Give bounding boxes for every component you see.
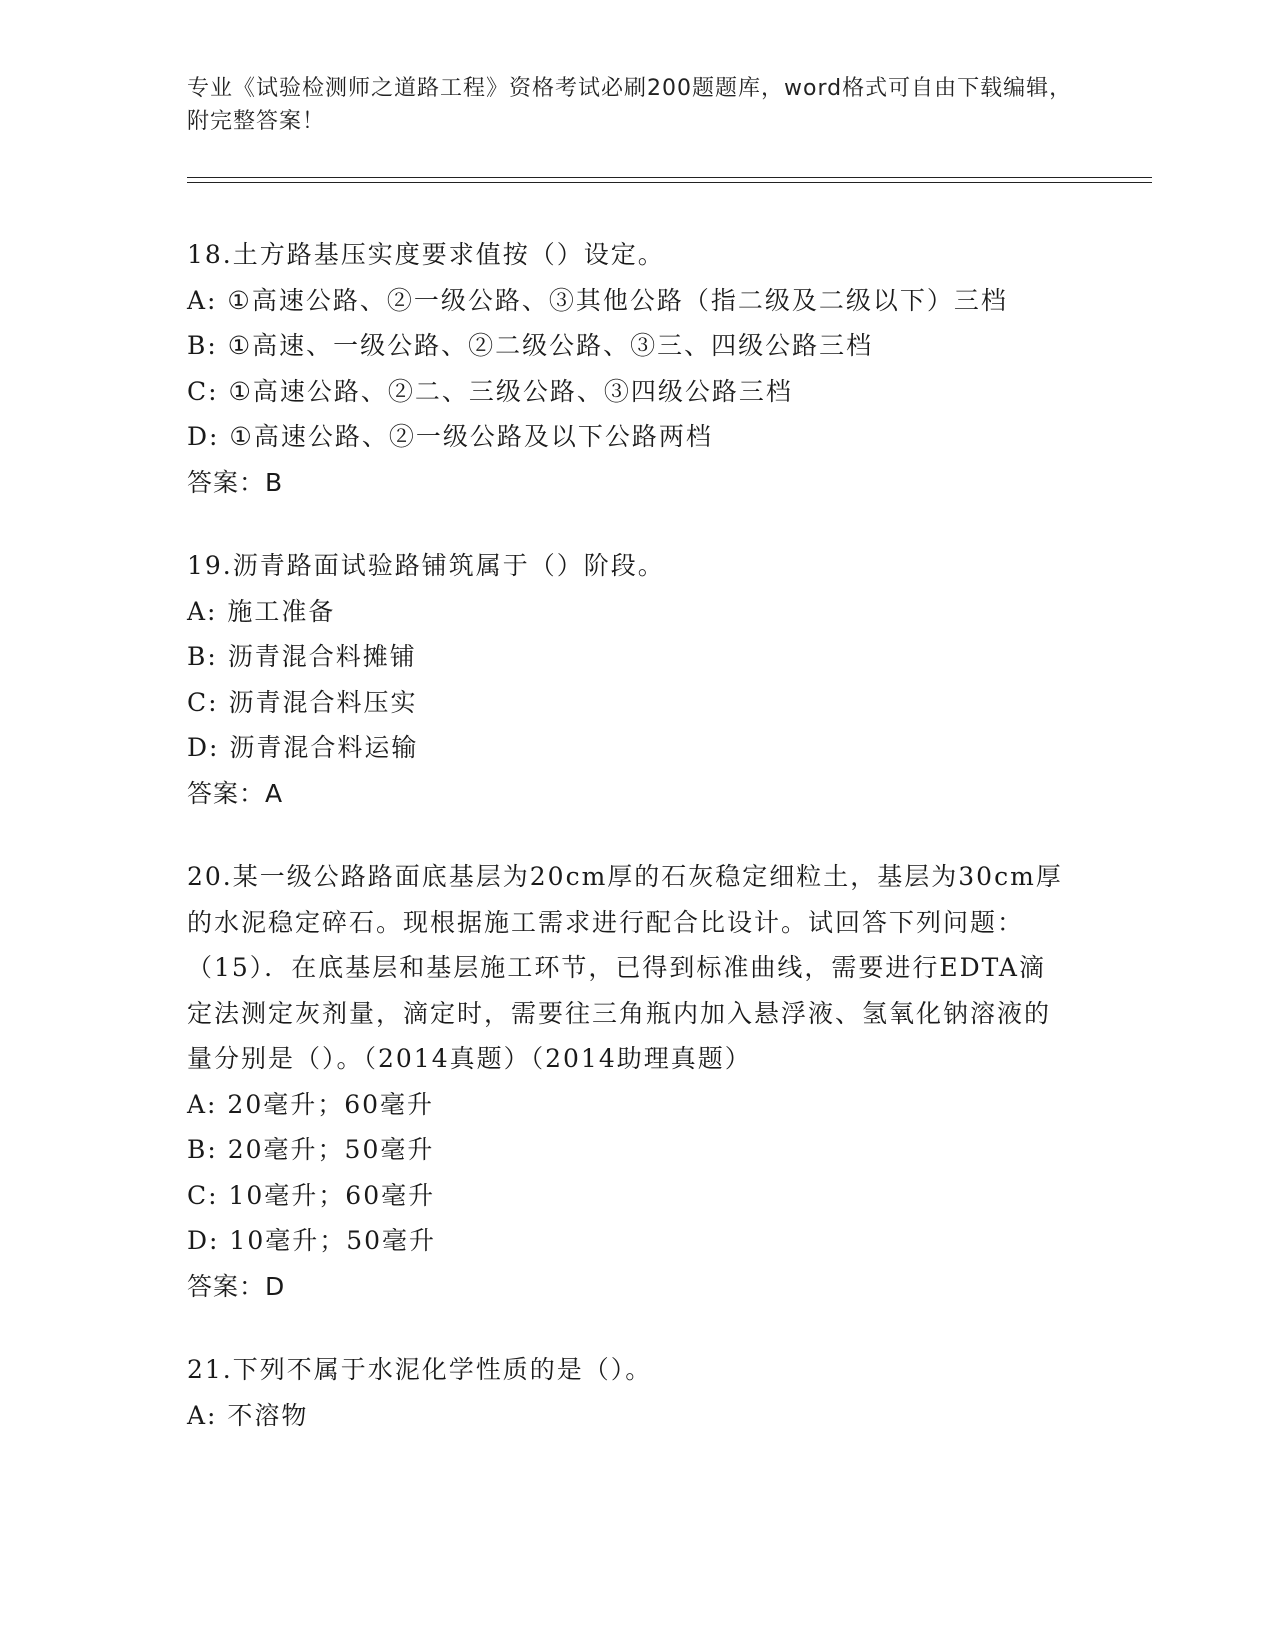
question-18 [187, 232, 1067, 505]
option-c: C: ①高速公路、②二、三级公路、③四级公路三档 [187, 376, 793, 406]
option-a: A: 不溶物 [187, 1400, 309, 1430]
option-d: D: 10毫升；50毫升 [187, 1226, 437, 1255]
question-21 [187, 1347, 1067, 1438]
option-b: B: ①高速、一级公路、②二级公路、③三、四级公路三档 [187, 331, 874, 360]
header-divider-bottom [187, 182, 1152, 183]
option-d: D: 沥青混合料运输 [187, 733, 419, 762]
question-stem: 20.某一级公路路面底基层为20cm厚的石灰稳定细粒土，基层为30cm厚的水泥稳定碎石。现根据施工需求进行配合比设计。试回答下列问题：（15）．在底基层和基层施工环节，已得到标准曲线，需要进行EDTA滴定法测定灰剂量，滴定时，需要往三角瓶内加入悬浮液、氢氧化钠溶液的量分别是（）。（2014真题）（2014助理真题） [187, 862, 1063, 1073]
answer-line: 答案：B [187, 467, 284, 497]
option-c: C: 沥青混合料压实 [187, 687, 418, 717]
header-divider-top [187, 177, 1152, 178]
question-19 [187, 543, 1067, 816]
option-a: A: ①高速公路、②一级公路、③其他公路（指二级及二级以下）三档 [187, 285, 1008, 315]
option-a: A: 20毫升；60毫升 [187, 1089, 435, 1119]
option-c: C: 10毫升；60毫升 [187, 1180, 436, 1210]
option-d: D: ①高速公路、②一级公路及以下公路两档 [187, 422, 713, 451]
option-b: B: 沥青混合料摊铺 [187, 642, 417, 671]
option-a: A: 施工准备 [187, 596, 336, 626]
question-list [187, 232, 1067, 1476]
document-header: 专业《试验检测师之道路工程》资格考试必刷200题题库，word格式可自由下载编辑，附完整答案！ [187, 76, 1073, 134]
question-stem: 18.土方路基压实度要求值按（）设定。 [187, 240, 665, 269]
answer-line: 答案：A [187, 778, 284, 808]
question-stem: 19.沥青路面试验路铺筑属于（）阶段。 [187, 551, 665, 580]
question-stem: 21.下列不属于水泥化学性质的是（）。 [187, 1355, 653, 1384]
option-b: B: 20毫升；50毫升 [187, 1135, 435, 1164]
question-20 [187, 854, 1067, 1309]
answer-line: 答案：D [187, 1271, 286, 1301]
